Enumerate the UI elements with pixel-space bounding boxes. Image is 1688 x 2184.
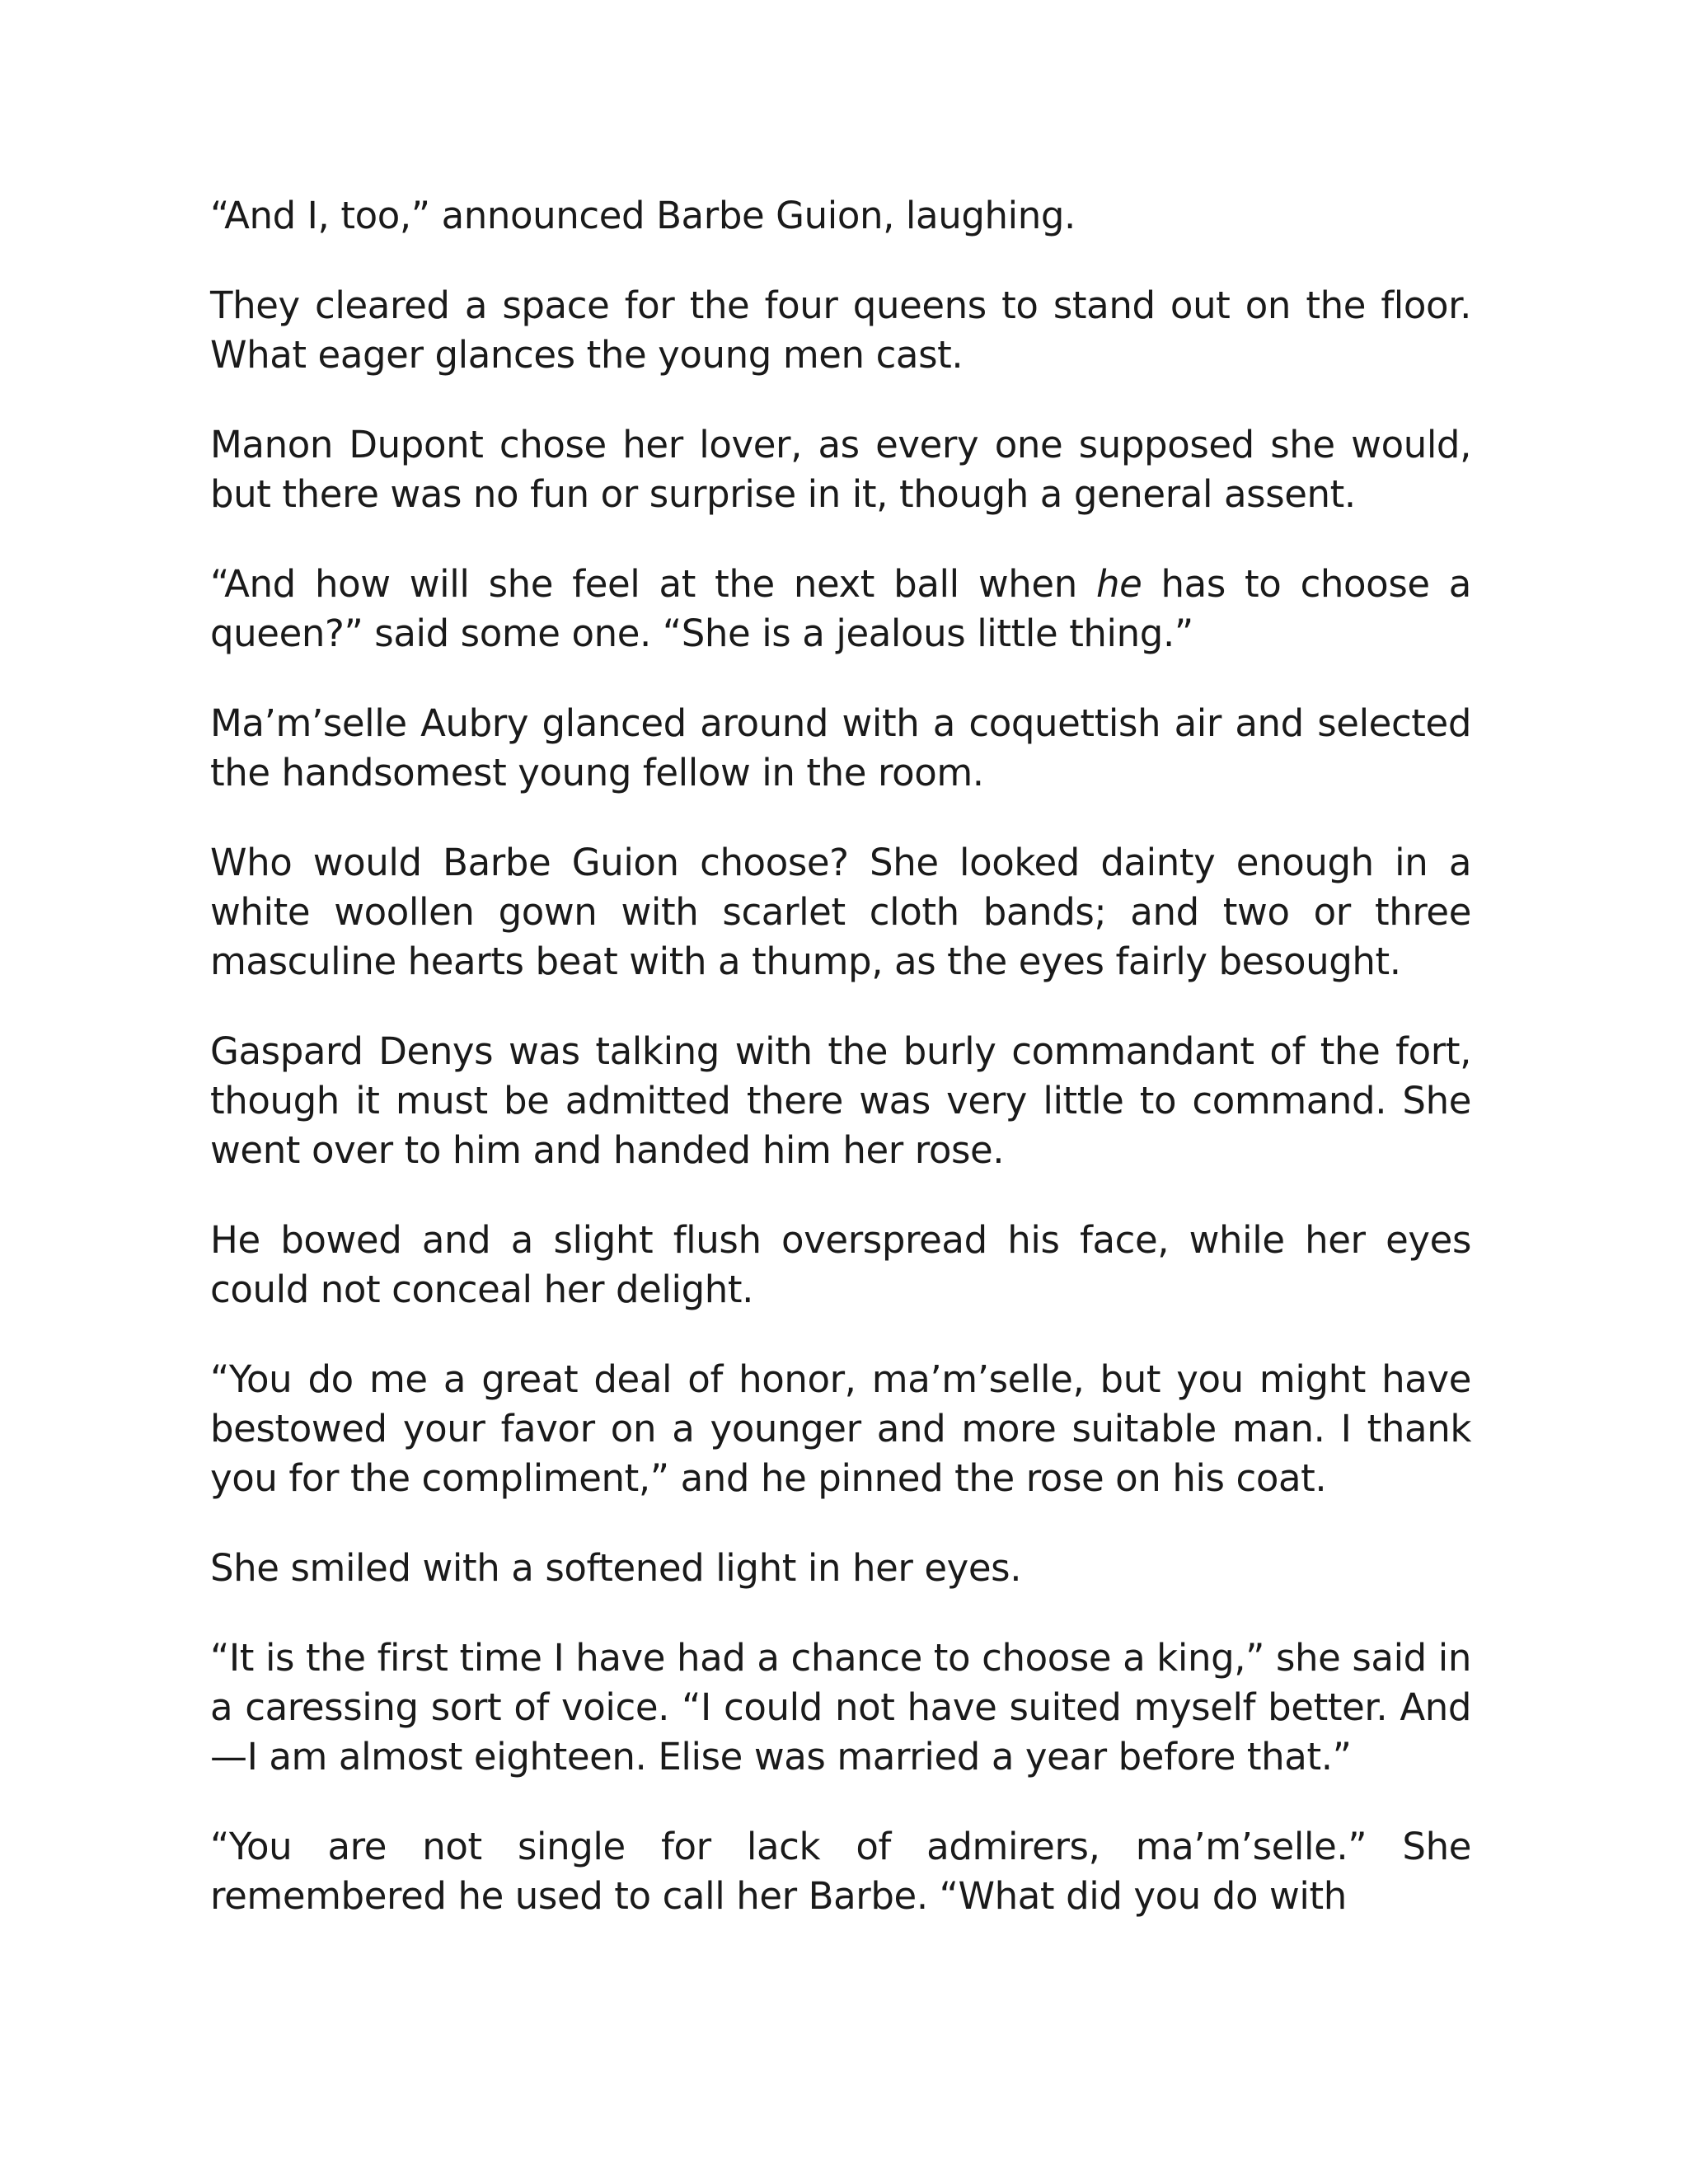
paragraph-9: “You do me a great deal of honor, ma’m’selle, but you might have bestowed your favor on a younger and more suitable man. I thank you for the compliment,” and he pinned the rose on his coat. bbox=[210, 1357, 1471, 1500]
paragraph-4 bbox=[210, 560, 1471, 658]
paragraph-12: “You are not single for lack of admirers, ma’m’selle.” She remembered he used to call her Barbe. “What did you do with bbox=[210, 1825, 1471, 1918]
paragraph-5: Ma’m’selle Aubry glanced around with a coquettish air and selected the handsomest young fellow in the room. bbox=[210, 701, 1471, 794]
emphasis-he: he bbox=[1095, 562, 1142, 606]
paragraph-1: “And I, too,” announced Barbe Guion, laughing. bbox=[210, 194, 1076, 237]
paragraph-4-start: “And how will she feel at the next ball when bbox=[210, 562, 1096, 606]
paragraph-7: Gaspard Denys was talking with the burly commandant of the fort, though it must be admitted there was very little to command. She went over to him and handed him her rose. bbox=[210, 1029, 1471, 1172]
paragraph-11: “It is the first time I have had a chance to choose a king,” she said in a caressing sort of voice. “I could not have suited myself better. And —I am almost eighteen. Elise was married a year before that.” bbox=[210, 1636, 1471, 1779]
body-text bbox=[210, 191, 1471, 1921]
paragraph-6: Who would Barbe Guion choose? She looked dainty enough in a white woollen gown with scarlet cloth bands; and two or three masculine hearts beat with a thump, as the eyes fairly besought. bbox=[210, 841, 1471, 983]
paragraph-4-end: has to choose a queen?” said some one. “She is a jealous little thing.” bbox=[210, 562, 1471, 655]
paragraph-3: Manon Dupont chose her lover, as every one supposed she would, but there was no fun or surprise in it, though a general assent. bbox=[210, 423, 1471, 516]
paragraph-8: He bowed and a slight flush overspread his face, while her eyes could not conceal her delight. bbox=[210, 1218, 1471, 1311]
paragraph-2: They cleared a space for the four queens to stand out on the floor. What eager glances the young men cast. bbox=[210, 284, 1471, 377]
paragraph-10: She smiled with a softened light in her eyes. bbox=[210, 1546, 1022, 1590]
